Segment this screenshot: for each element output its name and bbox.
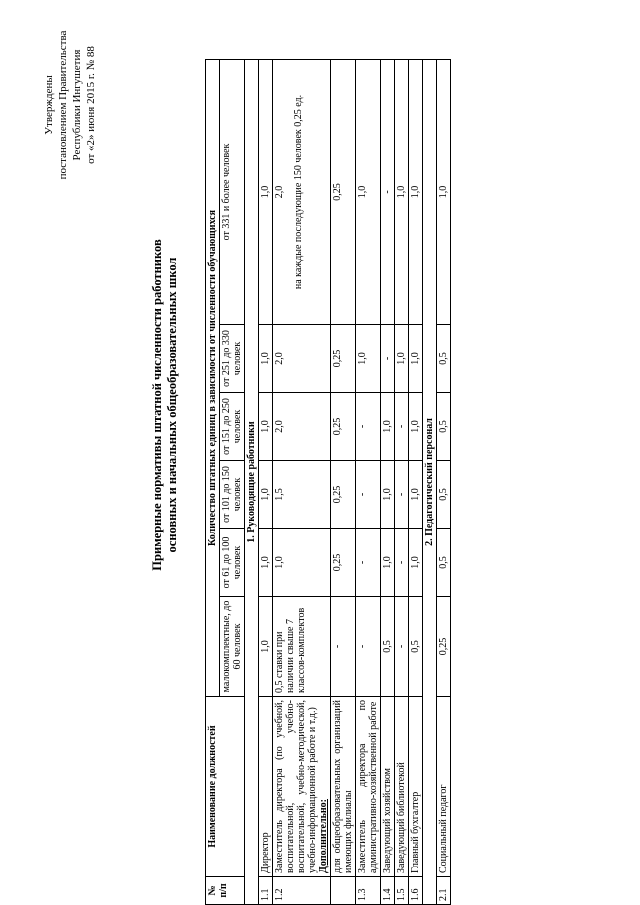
table-row [437,60,451,905]
row-name: для общеобразовательных организаций имеющих филиалы [331,697,356,877]
row-num: 2.1 [437,877,451,905]
approval-line: постановлением Правительства [57,30,69,180]
row-value: 1,0 [437,60,451,325]
row-value: 1,0 [409,393,423,461]
row-value: 1,0 [273,529,331,597]
row-value: 2,0 [273,393,331,461]
additional-label: Дополнительно: [318,799,329,873]
row-value-cell [273,60,331,325]
row-value: 0,25 [331,461,356,529]
row-value: - [356,393,381,461]
row-value: 1,0 [395,325,409,393]
row-name: Директор [259,697,273,877]
row-value: 1,0 [259,461,273,529]
row-num: 1.1 [259,877,273,905]
row-num [331,877,356,905]
section-title: 1. Руководящие работники [245,60,259,905]
header-group: Количество штатных единиц в зависимости от численности обучающихся [206,60,220,697]
row-value: 0,5 [437,325,451,393]
approval-line: Республики Ингушетия [71,49,83,161]
row-value: - [331,597,356,697]
section-title: 2. Педагогический персонал [423,60,437,905]
row-value: 0,25 [331,325,356,393]
row-value: 0,5 [437,461,451,529]
header-col5: от 251 до 330 человек [220,325,245,393]
row-num: 1.6 [409,877,423,905]
row-value: 1,0 [409,461,423,529]
section-row [245,60,259,905]
row-value: - [395,461,409,529]
title-line: Примерные нормативы штатной численности работников [150,239,164,571]
row-value: 1,0 [356,325,381,393]
approval-block [42,25,98,185]
row-value: 1,0 [259,529,273,597]
title-line: основных и начальных общеобразовательных школ [165,257,179,553]
row-name: Социальный педагог [437,697,451,877]
row-name-cell [273,697,331,877]
row-value: 0,5 [437,393,451,461]
row-value: 1,0 [356,60,381,325]
table-row [259,60,273,905]
table-row [273,60,331,905]
row-value: 0,25 [331,529,356,597]
row-value: 0,25 [437,597,451,697]
row-value: 0,5 [437,529,451,597]
row-value: 1,0 [259,60,273,325]
row-name: Заместитель директора (по учебной, воспитательной, учебно-воспитательной, учебно-методической, учебно-информационной работе и т.д.) [274,700,318,873]
row-value: 0,25 [331,393,356,461]
row-value: 1,0 [259,597,273,697]
table-row [395,60,409,905]
header-col6: от 331 и более человек [220,60,245,325]
row-value: - [381,325,395,393]
row-value: 1,0 [381,529,395,597]
row-name: Заведующий библиотекой [395,697,409,877]
header-col4: от 151 до 250 человек [220,393,245,461]
row-value: 1,0 [409,60,423,325]
row-name: Заведующий хозяйством [381,697,395,877]
row-value: 1,0 [381,393,395,461]
table-row [381,60,395,905]
approval-line: Утверждены [43,75,55,135]
header-row [206,60,220,905]
row-num: 1.4 [381,877,395,905]
row-value: - [395,529,409,597]
table-row [356,60,381,905]
row-num: 1.5 [395,877,409,905]
row-value: 1,0 [395,60,409,325]
section-row [423,60,437,905]
row-value: - [356,597,381,697]
row-note: на каждые последующие 150 человек 0,25 ед. [293,94,304,290]
row-value: - [381,60,395,325]
header-col1: малокомплектные, до 60 человек [220,597,245,697]
header-num: № п/п [206,877,245,905]
row-value: 1,0 [381,461,395,529]
row-value: 0,25 [331,60,356,325]
row-value: - [356,529,381,597]
row-value: 1,5 [273,461,331,529]
header-col3: от 101 до 150 человек [220,461,245,529]
row-value: 1,0 [409,529,423,597]
row-name: Главный бухгалтер [409,697,423,877]
row-value: 0,5 [381,597,395,697]
row-value: 2,0 [274,185,285,199]
row-value: 2,0 [273,325,331,393]
row-value: 1,0 [409,325,423,393]
row-value: 0,5 ставки при наличии свыше 7 классов-комплектов [273,597,331,697]
row-num: 1.3 [356,877,381,905]
header-position: Наименование должностей [206,697,245,877]
staffing-table [205,59,451,905]
row-value: 0,5 [409,597,423,697]
approval-line: от «2» июня 2015 г. № 88 [85,46,97,164]
header-col2: от 61 до 100 человек [220,529,245,597]
document-title [150,5,180,805]
row-value: 1,0 [259,325,273,393]
table-row [409,60,423,905]
row-value: 1,0 [259,393,273,461]
row-value: - [395,393,409,461]
row-value: - [395,597,409,697]
row-num: 1.2 [273,877,331,905]
row-name: Заместитель директора по административно-хозяйственной работе [356,697,381,877]
table-row [331,60,356,905]
row-value: - [356,461,381,529]
